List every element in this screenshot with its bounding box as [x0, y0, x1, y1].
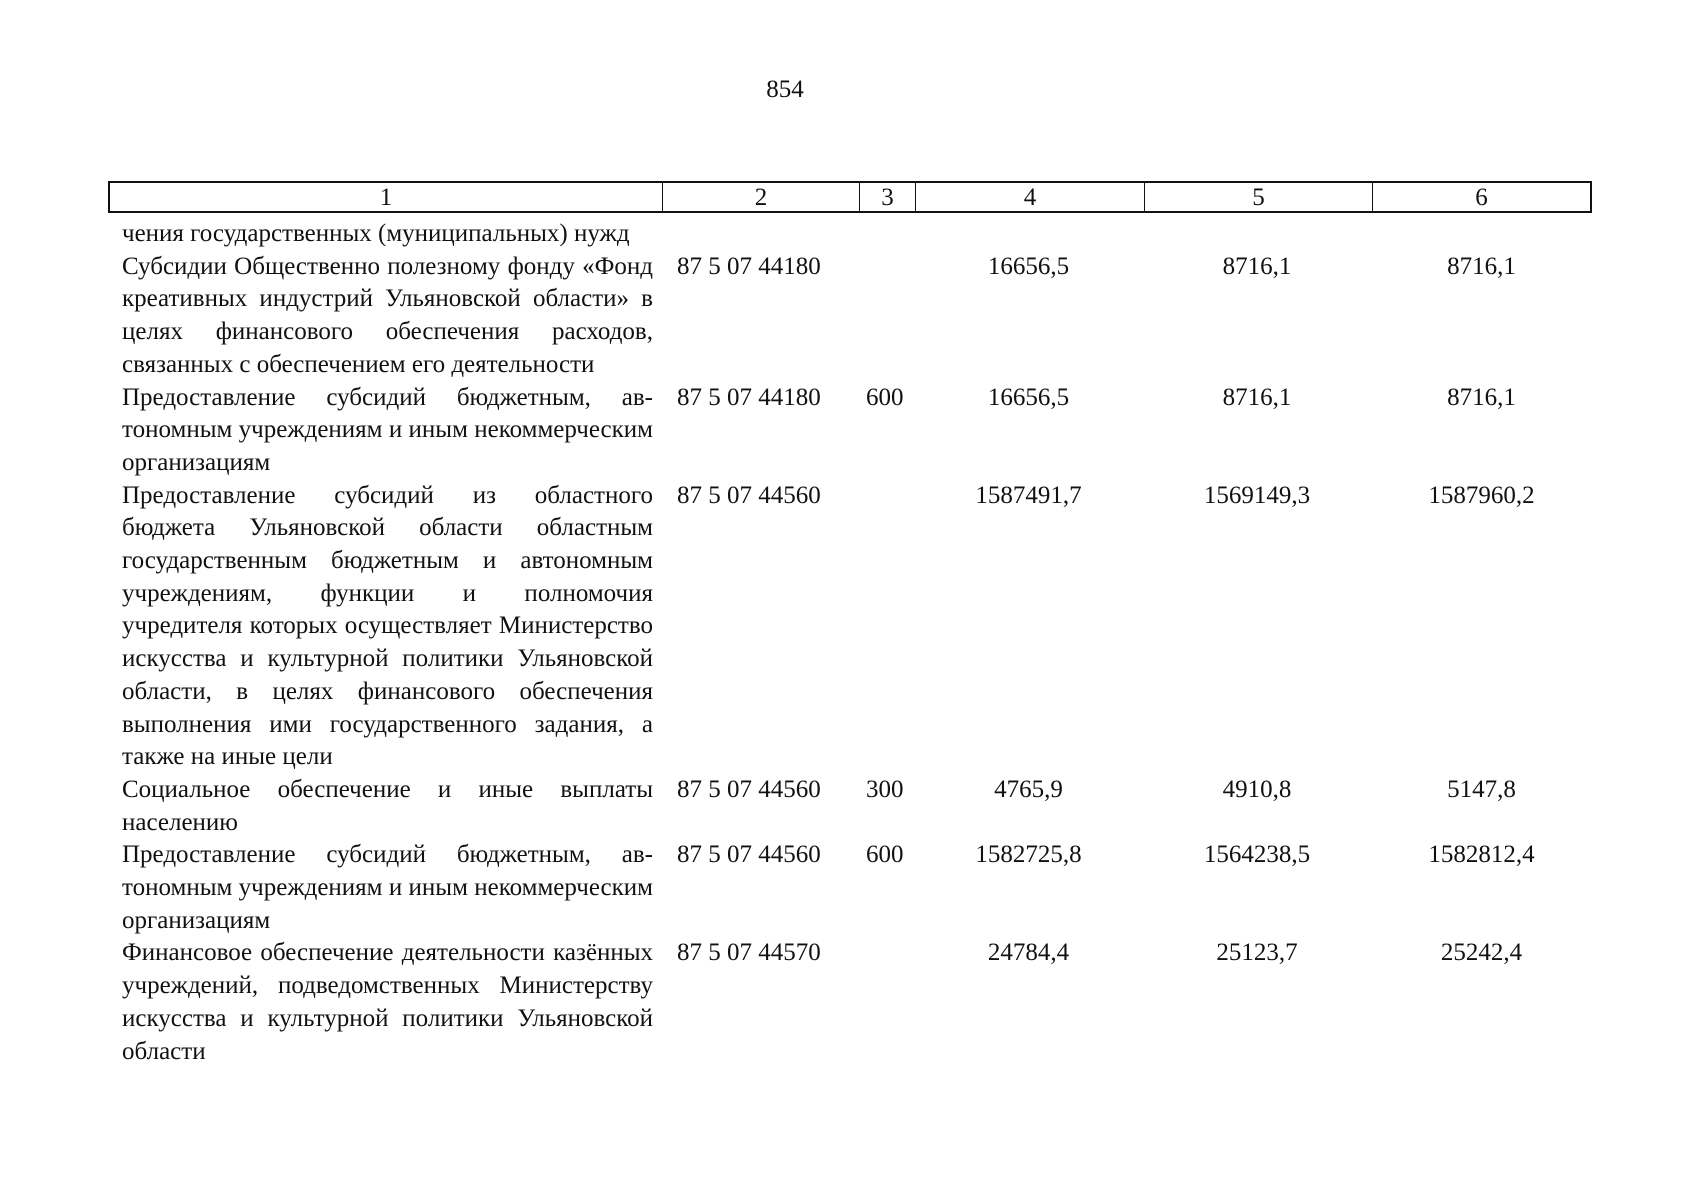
row-description: Социальное обеспечение и иные выплаты населению [122, 775, 653, 836]
table-row [108, 937, 1592, 1068]
row-description: Финансовое обеспечение деятельности казённых учреждений, подведомственных Министерству искусства и культурной политики Ульяновской области [122, 939, 653, 1065]
row-value-col6: 8716,1 [1447, 252, 1516, 280]
row-target-code: 87 5 07 44560 [677, 841, 821, 869]
row-value-col5: 1564238,5 [1203, 841, 1311, 869]
column-header-2: 2 [663, 183, 860, 211]
table-row [108, 480, 1592, 774]
column-header-1: 1 [110, 183, 663, 211]
table-header [108, 181, 1592, 213]
row-target-code: 87 5 07 44570 [677, 939, 821, 967]
row-value-col4: 1587491,7 [975, 481, 1082, 509]
row-value-col5: 4910,8 [1222, 775, 1292, 803]
row-value-col4: 16656,5 [987, 252, 1070, 280]
table-row [108, 774, 1592, 839]
row-value-col5: 8716,1 [1222, 252, 1292, 280]
row-description: Предоставление субсидий из областного бюджета Ульяновской области областным государственным бюджетным и автономным учреждениям, функции и полномочия учредителя которых осуществляет Министерство искусства и культурной политики Ульяновской области, в целях финансового обеспечения выполнения ими государственного задания, а также на иные цели [122, 481, 653, 771]
row-value-col4: 24784,4 [987, 939, 1070, 967]
row-value-col5: 25123,7 [1216, 939, 1298, 967]
column-header-5: 5 [1145, 183, 1373, 211]
row-value-col5: 8716,1 [1222, 383, 1292, 411]
row-expense-type: 600 [866, 841, 904, 869]
row-target-code: 87 5 07 44560 [677, 775, 821, 803]
table-row [108, 382, 1592, 480]
column-header-6: 6 [1475, 184, 1488, 211]
row-expense-type: 600 [866, 383, 904, 411]
table-body [108, 218, 1592, 1068]
table-row [108, 251, 1592, 382]
row-value-col6: 8716,1 [1447, 383, 1516, 411]
column-header-3: 3 [860, 183, 916, 211]
page-number: 854 [766, 76, 804, 103]
column-header-4: 4 [916, 183, 1145, 211]
row-expense-type: 300 [866, 775, 904, 803]
row-description: Субсидии Общественно полезному фонду «Фонд креативных индустрий Ульяновской области» в целях финансового обеспечения расходов, связанных с обеспечением его деятельности [122, 252, 653, 378]
table-row [108, 218, 1592, 251]
row-value-col5: 1569149,3 [1203, 481, 1311, 509]
row-description: Предоставление субсидий бюджетным, автономным учреждениям и иным некоммерческим организациям [122, 841, 653, 934]
row-value-col6: 1582812,4 [1428, 841, 1535, 869]
table-row [108, 839, 1592, 937]
row-target-code: 87 5 07 44180 [677, 383, 821, 411]
row-description: Предоставление субсидий бюджетным, автономным учреждениям и иным некоммерческим организациям [122, 383, 653, 476]
row-value-col4: 4765,9 [994, 775, 1063, 803]
row-value-col6: 1587960,2 [1428, 481, 1535, 509]
row-value-col4: 16656,5 [987, 383, 1070, 411]
row-target-code: 87 5 07 44180 [677, 252, 821, 280]
row-target-code: 87 5 07 44560 [677, 481, 821, 509]
row-description: чения государственных (муниципальных) нужд [122, 220, 630, 247]
row-value-col6: 5147,8 [1447, 775, 1516, 803]
row-value-col4: 1582725,8 [975, 841, 1082, 869]
row-value-col6: 25242,4 [1440, 939, 1523, 967]
